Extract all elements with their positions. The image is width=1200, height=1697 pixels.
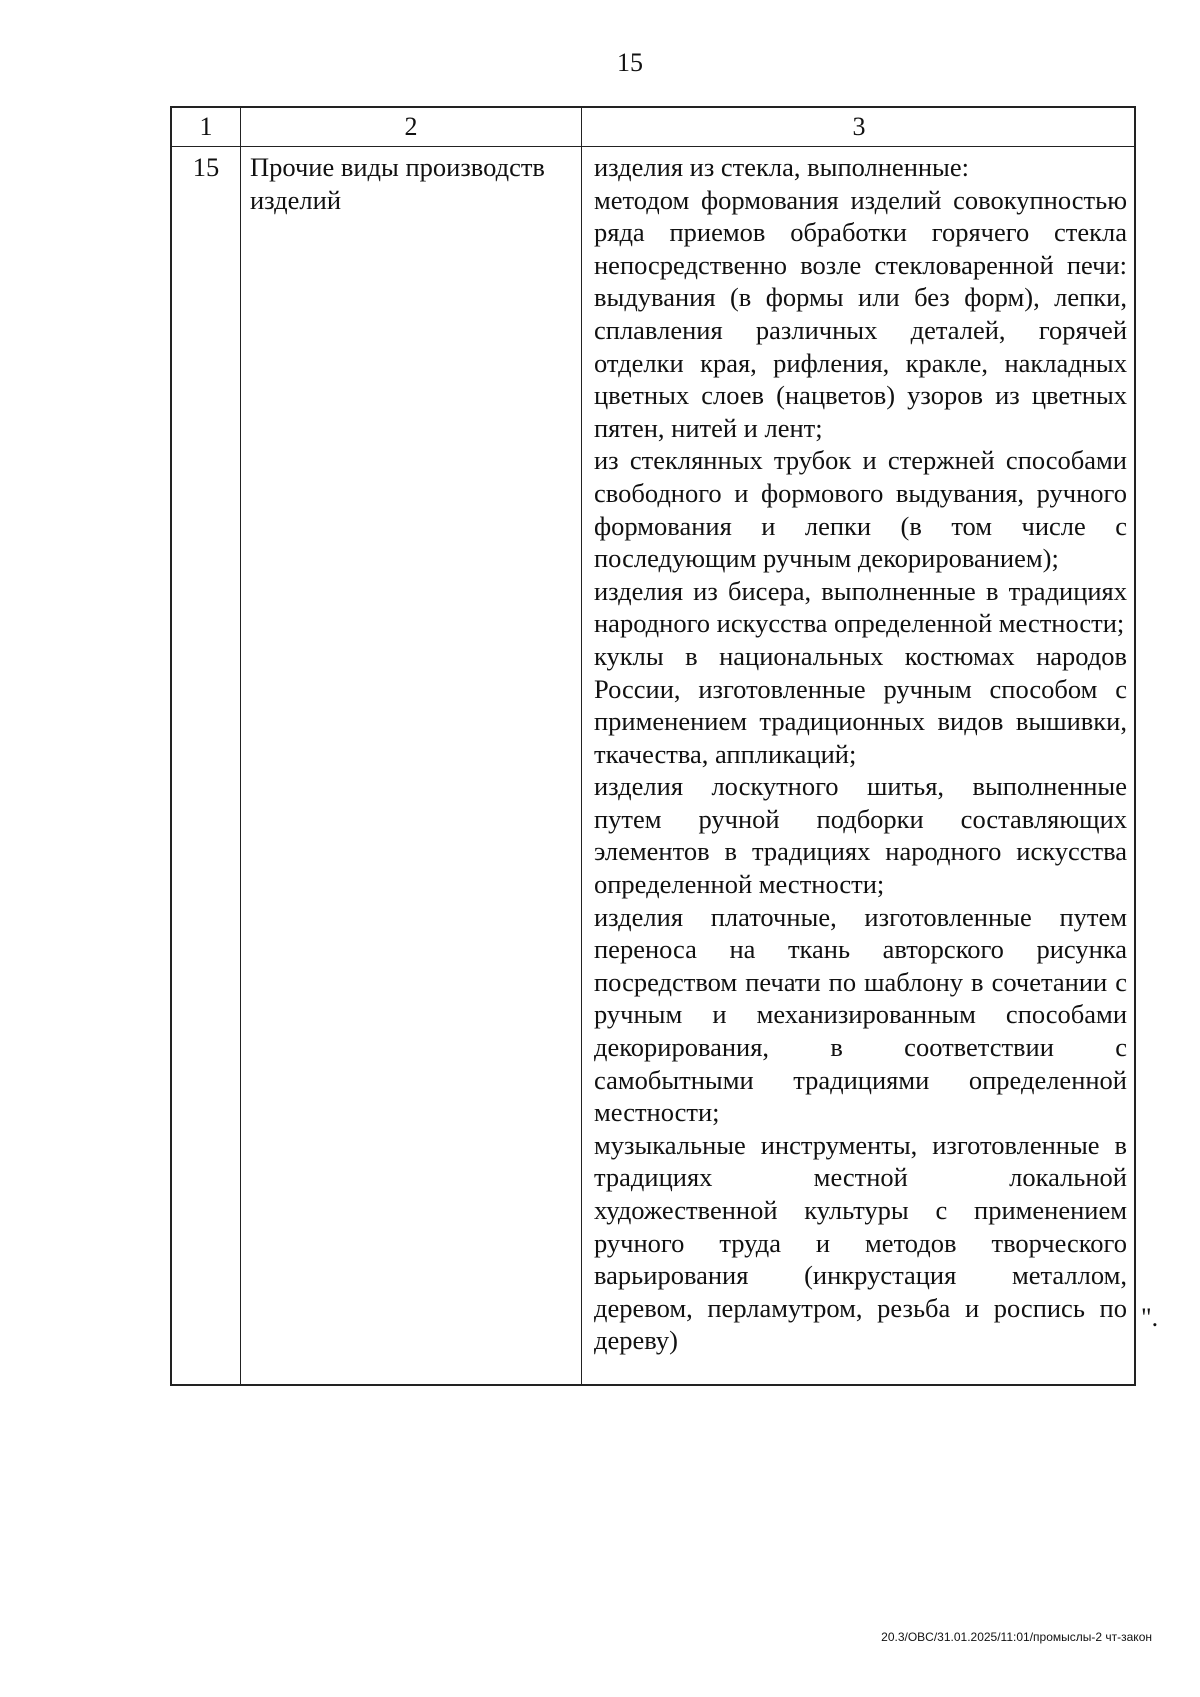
column-divider-1 — [240, 108, 241, 1384]
header-col-1: 1 — [199, 112, 213, 141]
column-divider-2 — [581, 108, 582, 1384]
header-col-3: 3 — [852, 112, 866, 141]
closing-quote: ". — [1141, 1303, 1159, 1332]
footer-document-code: 20.3/OBC/31.01.2025/11:01/промыслы-2 чт-закон — [881, 1630, 1152, 1644]
table — [170, 106, 1136, 1386]
row-number: 15 — [192, 152, 220, 182]
description-paragraph: музыкальные инструменты, изготовленные в традициях местной локальной художественной культуры с применением ручного труда и методов творческого варьирования (инкрустация металлом, деревом, перламутром, резьба и роспись по дереву) — [594, 1129, 1127, 1356]
description-paragraph: методом формования изделий совокупностью ряда приемов обработки горячего стекла непосредственно возле стекловаренной печи: выдувания (в формы или без форм), лепки, сплавления различных деталей, горячей отделки края, рифления, кракле, накладных цветных слоев (нацветов) узоров из цветных пятен, нитей и лент; — [594, 184, 1127, 443]
description-paragraph: из стеклянных трубок и стержней способами свободного и формового выдувания, ручного формования и лепки (в том числе с последующим ручным декорированием); — [594, 445, 1127, 574]
description-paragraph: изделия из бисера, выполненные в традициях народного искусства определенной местности; — [594, 575, 1127, 639]
description-paragraph: изделия платочные, изготовленные путем переноса на ткань авторского рисунка посредством печати по шаблону в сочетании с ручным и механизированным способами декорирования, в соответствии с самобытными традициями определенной местности; — [594, 901, 1127, 1128]
row-description — [594, 151, 1127, 1357]
header-divider — [172, 146, 1134, 147]
page-number: 15 — [617, 48, 643, 77]
description-paragraph: изделия из стекла, выполненные: — [594, 152, 969, 182]
header-col-2: 2 — [404, 112, 418, 141]
description-paragraph: куклы в национальных костюмах народов России, изготовленные ручным способом с применением традиционных видов вышивки, ткачества, аппликаций; — [594, 640, 1127, 769]
row-name: Прочие виды производств изделий — [250, 152, 545, 215]
description-paragraph: изделия лоскутного шитья, выполненные путем ручной подборки составляющих элементов в традициях народного искусства определенной местности; — [594, 771, 1127, 900]
